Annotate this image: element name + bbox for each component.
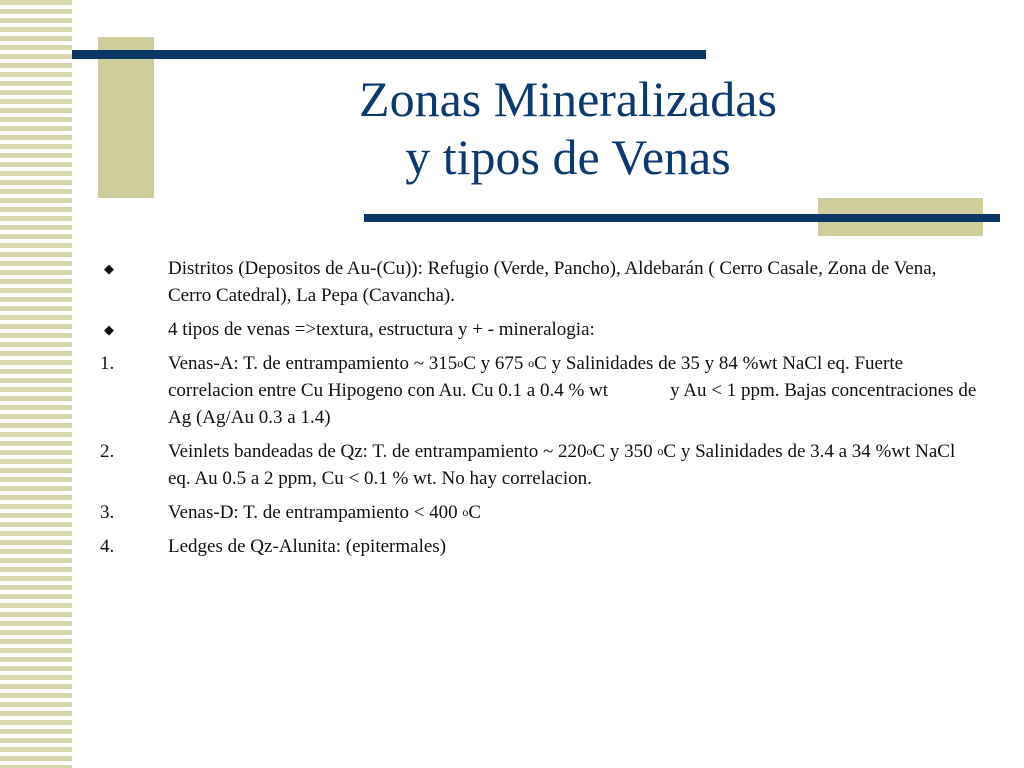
text-part: C y Salinidades de 3.4 a 34 %wt NaCl eq. Au 0.5 a 2 ppm, Cu < 0.1 % wt. No hay correlacion. [168,441,956,489]
numbered-item [100,350,980,431]
bullet-item [100,316,980,343]
text-part: Venas-D: T. de entrampamiento < 400 [168,502,463,523]
text-part: Veinlets bandeadas de Qz: T. de entrampamiento ~ 220 [168,441,587,462]
item-number: 1. [100,353,115,374]
text-part: C [468,502,482,523]
degree-superscript: o [528,356,535,370]
item-number: 2. [100,441,115,462]
text-part: C y 350 [592,441,658,462]
text-part: C y 675 [463,353,529,374]
top-accent-line [72,50,706,59]
numbered-item [100,438,980,492]
left-stripe-decoration [0,0,72,768]
bullet-item [100,255,980,309]
text-part: Venas-A: T. de entrampamiento ~ 315 [168,353,458,374]
numbered-item-text [168,438,980,492]
slide-title [300,70,836,186]
numbered-item [100,499,980,526]
numbered-item-text [168,499,980,526]
bullet-text: Distritos (Depositos de Au-(Cu)): Refugio (Verde, Pancho), Aldebarán ( Cerro Casale, Zona de Vena, Cerro Catedral), La Pepa (Cavancha). [168,258,937,306]
diamond-bullet-icon: ◆ [104,261,114,276]
item-number: 3. [100,502,115,523]
title-line-2: y tipos de Venas [405,129,731,185]
diamond-bullet-icon: ◆ [104,322,114,337]
degree-superscript: o [657,444,664,458]
numbered-item [100,533,980,560]
slide-body [100,255,980,567]
text-part: C y Salinidades de 35 y 84 %wt NaCl eq. Fuerte correlacion entre Cu Hipogeno con Au. Cu 0.1 a 0.4 % wt [168,353,904,401]
numbered-item-text: Ledges de Qz-Alunita: (epitermales) [168,536,447,557]
degree-superscript: o [586,444,593,458]
item-number: 4. [100,536,115,557]
numbered-item-text [168,350,980,431]
text-part: y Au < 1 ppm. Bajas concentraciones de Ag (Ag/Au 0.3 a 1.4) [168,380,977,428]
bottom-accent-line [364,214,1000,222]
degree-superscript: o [462,505,469,519]
top-accent-block [98,37,154,198]
title-line-1: Zonas Mineralizadas [359,71,777,127]
degree-superscript: o [457,356,464,370]
bullet-text: 4 tipos de venas =>textura, estructura y + - mineralogia: [168,319,595,340]
